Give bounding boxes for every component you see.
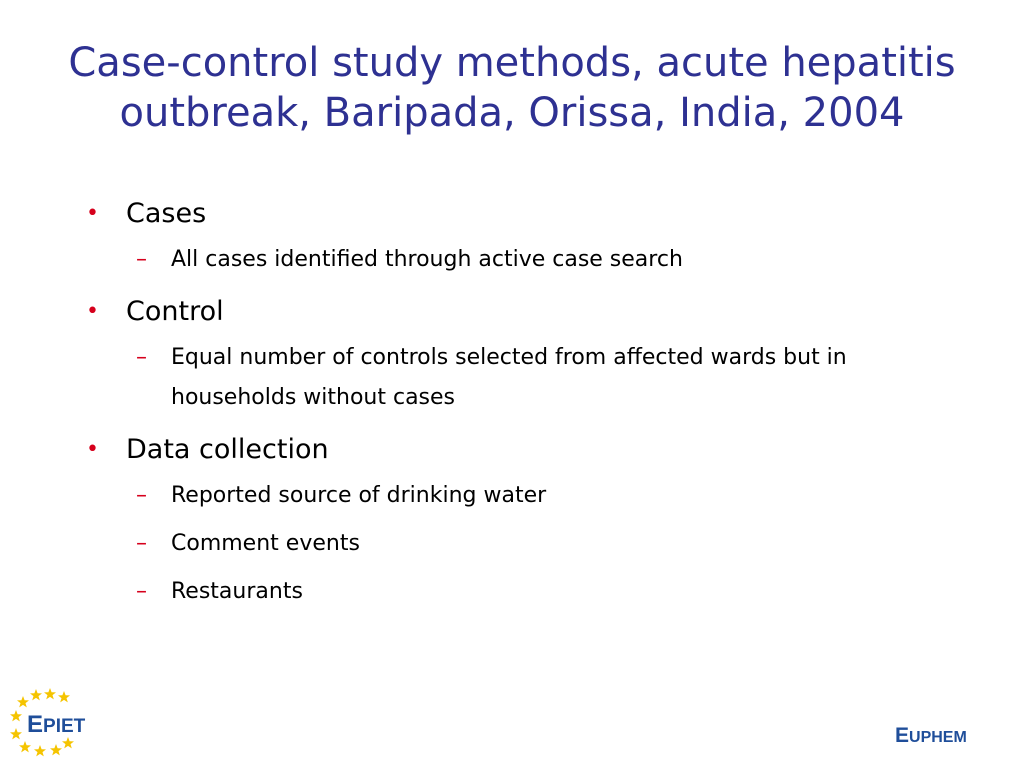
subitem-drinking-water bbox=[86, 476, 946, 516]
bullet-marker: • bbox=[86, 299, 99, 324]
slide-title bbox=[40, 38, 984, 138]
epiet-logo-text: EPIET bbox=[27, 711, 86, 738]
bullet-data-collection bbox=[86, 432, 946, 468]
bullet-control bbox=[86, 294, 946, 330]
bullet-cases bbox=[86, 196, 946, 232]
subitem-text: Comment events bbox=[171, 531, 360, 556]
title-line-2: outbreak, Baripada, Orissa, India, 2004 bbox=[119, 90, 905, 136]
subitem-text: Equal number of controls selected from affected wards but in households without cases bbox=[171, 345, 847, 410]
subitem-text: Reported source of drinking water bbox=[171, 483, 547, 508]
dash-marker: – bbox=[136, 579, 147, 604]
subitem-comment-events bbox=[86, 524, 946, 564]
euphem-logo bbox=[893, 720, 989, 750]
title-line-1: Case-control study methods, acute hepatitis bbox=[68, 40, 956, 86]
bullet-marker: • bbox=[86, 201, 99, 226]
dash-marker: – bbox=[136, 531, 147, 556]
bullet-label: Data collection bbox=[126, 434, 329, 465]
dash-marker: – bbox=[136, 483, 147, 508]
subitem-text: Restaurants bbox=[171, 579, 303, 604]
bullet-marker: • bbox=[86, 437, 99, 462]
subitem-restaurants bbox=[86, 572, 946, 612]
subitem-active-case-search bbox=[86, 240, 946, 280]
euphem-logo-text: EUPHEM bbox=[895, 724, 967, 747]
subitem-text: All cases identified through active case search bbox=[171, 247, 683, 272]
bullet-label: Control bbox=[126, 296, 224, 327]
dash-marker: – bbox=[136, 345, 147, 370]
bullet-list bbox=[86, 196, 946, 612]
dash-marker: – bbox=[136, 247, 147, 272]
epiet-logo bbox=[10, 688, 110, 760]
subitem-control-selection bbox=[86, 338, 911, 418]
bullet-label: Cases bbox=[126, 198, 207, 229]
